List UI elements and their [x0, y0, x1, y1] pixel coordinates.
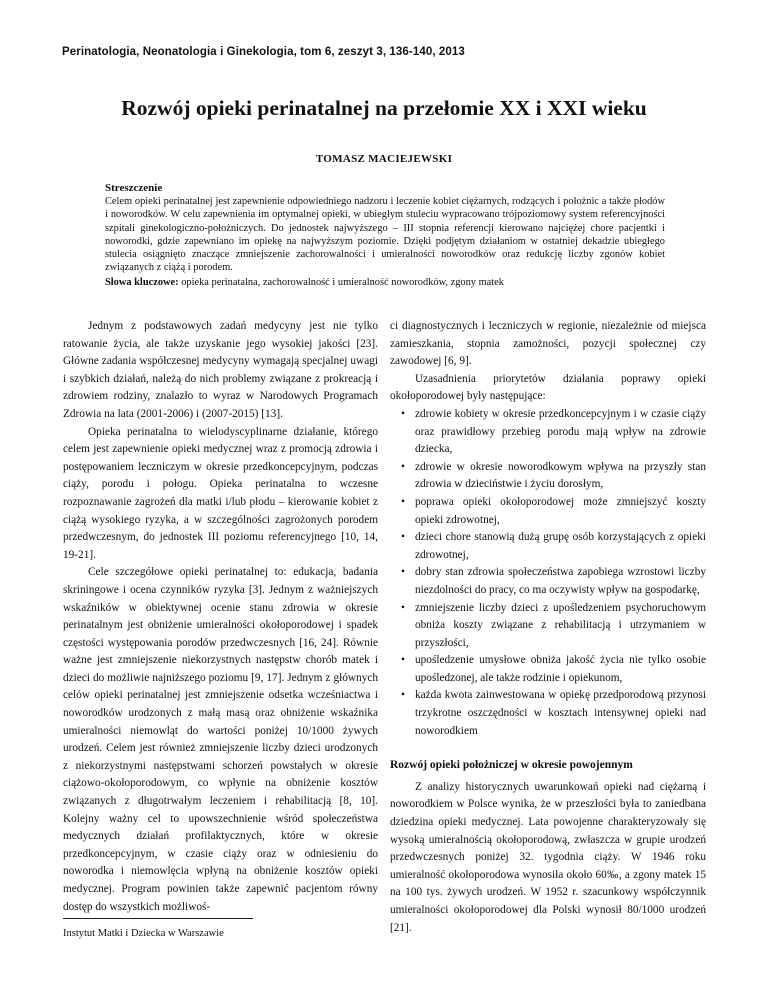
abstract	[105, 182, 665, 290]
list-item: • każda kwota zainwestowana w opiekę przedporodową przynosi trzykrotne oszczędności w kosztach intensywnej opieki nad noworodkiem	[401, 689, 706, 737]
paragraph: Jednym z podstawowych zadań medycyny jest nie tylko ratowanie życia, ale także uzyskanie jego wysokiej jakości [23]. Główne zadania współczesnej medycyny wymagają specjalnej uwagi i szybkich działań, należą do nich problemy związane z prokreacją i zdrowiem rodziny, znalazło to wyraz w Narodowych Programach Zdrowia na lata (2001-2006) i (2007-2015) [13].	[63, 320, 378, 420]
keywords-label: Słowa kluczowe:	[105, 277, 179, 289]
abstract-heading: Streszczenie	[105, 182, 163, 194]
keywords	[105, 276, 665, 289]
list-item: • upośledzenie umysłowe obniża jakość życia nie tylko osobie upośledzonej, ale także rodzinie i opiekunom,	[401, 654, 706, 684]
footnote-affiliation: Instytut Matki i Dziecka w Warszawie	[63, 928, 224, 939]
paragraph: Opieka perinatalna to wielodyscyplinarne działanie, którego celem jest zapewnienie opieki medycznej wraz z promocją zdrowia i postępowaniem leczniczym w okresie przedkoncepcyjnym, podczas ciąży, porodu i połogu. Opieka perinatalna to wczesne rozpoznawanie zagrożeń dla matki i/lub płodu – kierowanie kobiet z ciążą wysokiego ryzyka, a w szczególności zagrożonych porodem przedwczesnym, do jednostek III poziomu referencyjnego [10, 14, 19-21].	[63, 425, 378, 561]
bullet-icon: •	[401, 407, 405, 420]
list-item: • zmniejszenie liczby dzieci z upośledzeniem psychoruchowym obniża koszty związane z rehabilitacją i utrzymaniem w przyszłości,	[401, 601, 706, 649]
paragraph: ci diagnostycznych i leczniczych w regionie, niezależnie od miejsca zamieszkania, stopnia zamożności, pozycji społecznej czy zawodowej [6, 9].	[390, 320, 706, 368]
paragraph: Cele szczegółowe opieki perinatalnej to: edukacja, badania skriningowe i ocena czynników ryzyka [3]. Jednym z ważniejszych wskaźników w obiektywnej ocenie stanu zdrowia w okresie perinatalnym jest obniżenie umieralności okołoporodowej i spadek częstości występowania porodów przedwczesnych [16, 24]. Równie ważne jest zmniejszenie niekorzystnych następstw chorób matek i dzieci do możliwie najniższego poziomu [9, 17]. Jednym z głównych celów opieki perinatalnej jest zmniejszenie odsetka wcześniactwa i noworodków urodzonych z małą masą oraz obniżenie wskaźnika umieralności niemowląt do wartości poniżej 10/1000 żywych urodzeń. Celem jest również zmniejszenie liczby dzieci urodzonych z niekorzystnymi następstwami schorzeń powstałych w okresie ciążowo-okołoporodowym, co wpłynie na obniżenie kosztów związanych z długotrwałym leczeniem i rehabilitacją [8, 10]. Kolejny ważny cel to upowszechnienie wśród społeczeństwa medycznych działań profilaktycznych, które w okresie przedkoncepcyjnym, w czasie ciąży oraz w odniesieniu do noworodka i niemowlęcia wpłyną na obniżenie kosztów opieki medycznej. Program powinien także zapewnić pacjentom równy dostęp do wszystkich możliwoś-	[63, 566, 378, 913]
bullet-icon: •	[401, 495, 405, 508]
bullet-icon: •	[401, 601, 405, 614]
bullet-icon: •	[401, 566, 405, 579]
paragraph: Uzasadnienia priorytetów działania poprawy opieki okołoporodowej były następujące:	[390, 372, 706, 403]
priorities-list	[390, 406, 706, 740]
article-title: Rozwój opieki perinatalnej na przełomie XX i XXI wieku	[121, 96, 647, 120]
list-item: • zdrowie kobiety w okresie przedkoncepcyjnym i w czasie ciąży oraz prawidłowy przebieg porodu mają wpływ na zdrowie dziecka,	[401, 407, 706, 456]
bullet-icon: •	[401, 531, 405, 544]
right-column	[390, 318, 706, 937]
list-item: • zdrowie w okresie noworodkowym wpływa na przyszły stan zdrowia w dzieciństwie i życiu dorosłym,	[401, 460, 706, 491]
bullet-icon: •	[401, 689, 405, 702]
paragraph: Z analizy historycznych uwarunkowań opieki nad ciężarną i noworodkiem w Polsce wynika, że w przeszłości była to zaniedbana dziedzina opieki medycznej. Lata powojenne charakteryzowały się wysoką umieralnością okołoporodową, zwłaszcza w grupie urodzeń przedwczesnych poniżej 32. tygodnia ciąży. W 1946 roku umieralność okołoporodowa wynosiła około 60‰, a zgony matek 15 na 100 tys. żywych urodzeń. W 1952 r. szacunkowy współczynnik umieralności okołoporodowej dla Polski wynosił 80/1000 urodzeń [21].	[390, 780, 706, 934]
bullet-icon: •	[401, 460, 405, 473]
section-heading: Rozwój opieki położniczej w okresie powojennym	[390, 759, 633, 772]
left-column	[63, 318, 378, 916]
footnote-divider	[63, 918, 253, 919]
list-item: • dobry stan zdrowia społeczeństwa zapobiega wzrostowi liczby niezdolności do pracy, co ma oczywisty wpływ na gospodarkę,	[401, 566, 706, 596]
list-item: • dzieci chore stanowią dużą grupę osób korzystających z opieki zdrowotnej,	[401, 531, 706, 561]
abstract-text: Celem opieki perinatalnej jest zapewnienie odpowiedniego nadzoru i leczenie kobiet ciężarnych, rodzących i położnic a także płodów i noworodków. W celu zapewnienia im optymalnej opieki, w ubiegłym stuleciu wypracowano trójpoziomowy system referencyjności szpitali ginekologiczno-położniczych. Do jednostek najwyższego – III stopnia referencji kierowano najciężej chore pacjentki i noworodki, gdzie zapewniano im opiekę na najwyższym poziomie. Dzięki podjętym działaniom w ostatniej dekadzie ubiegłego stulecia osiągnięto znaczące zmniejszenie zachorowalności i umieralności noworodków oraz redukcję liczby zgonów kobiet związanych z ciążą i porodem.	[105, 196, 665, 274]
list-item: • poprawa opieki okołoporodowej może zmniejszyć koszty opieki zdrowotnej,	[401, 495, 706, 526]
running-head: Perinatologia, Neonatologia i Ginekologia, tom 6, zeszyt 3, 136-140, 2013	[62, 46, 465, 58]
article-author: TOMASZ MACIEJEWSKI	[315, 153, 453, 165]
bullet-icon: •	[401, 654, 405, 667]
keywords-text: opieka perinatalna, zachorowalność i umieralność noworodków, zgony matek	[181, 277, 504, 289]
